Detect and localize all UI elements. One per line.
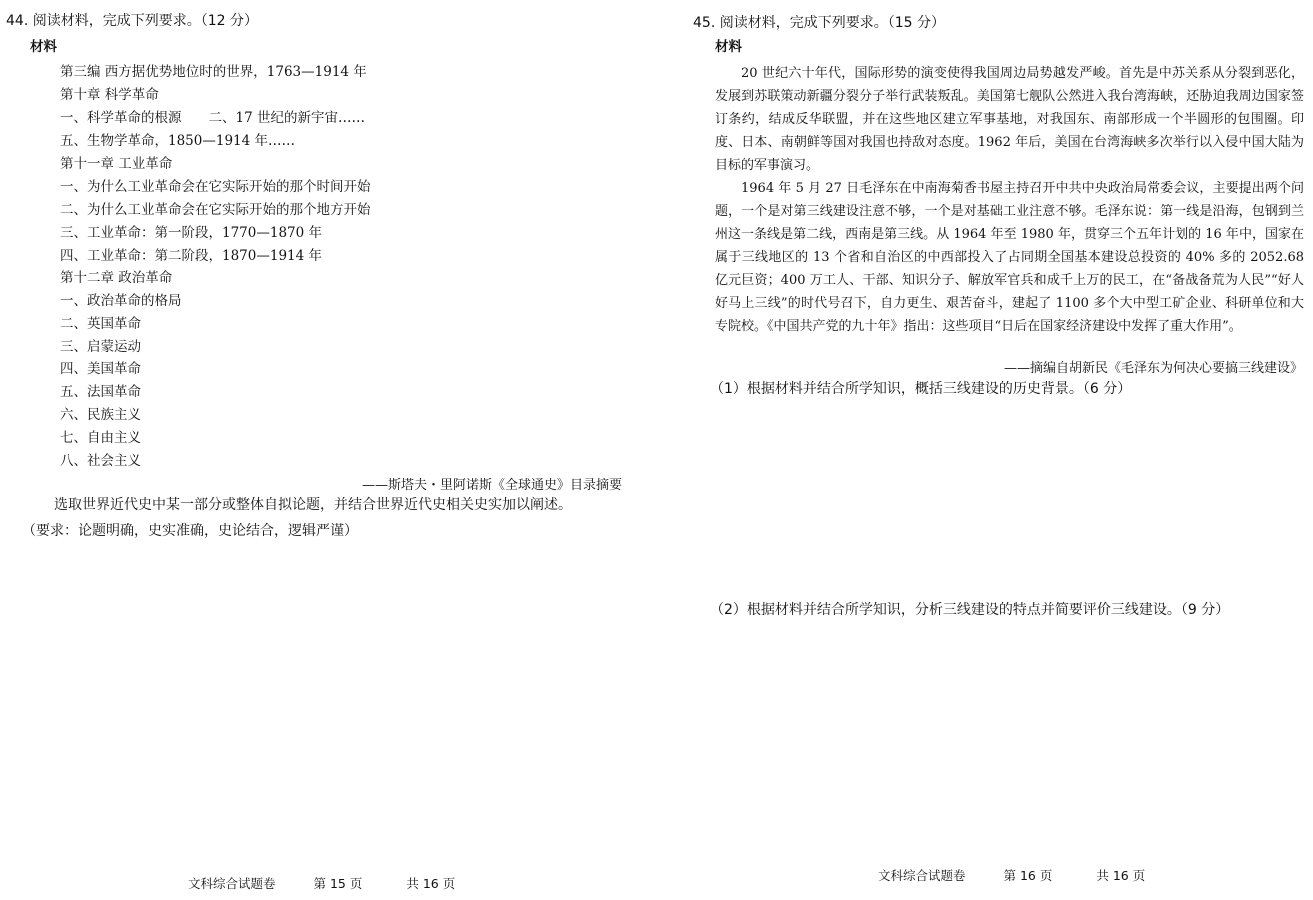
page-footer [878, 866, 1145, 884]
outline-item: 五、生物学革命，1850—1914 年…… [60, 133, 296, 149]
question-45-title: 45. 阅读材料，完成下列要求。（15 分） [693, 15, 945, 31]
footer-page-number: 第 15 页 [313, 876, 363, 891]
footer-exam-name: 文科综合试题卷 [188, 876, 276, 891]
question-44-title: 44. 阅读材料，完成下列要求。（12 分） [6, 13, 258, 29]
outline-item: 第十章 科学革命 [60, 87, 159, 103]
outline-item: 一、为什么工业革命会在它实际开始的那个时间开始 [60, 179, 371, 195]
footer-total-pages: 共 16 页 [1096, 868, 1146, 883]
outline-item: 二、为什么工业革命会在它实际开始的那个地方开始 [60, 202, 371, 218]
footer-page-number: 第 16 页 [1003, 868, 1053, 883]
outline-item: 二、英国革命 [60, 316, 141, 332]
material-label: 材料 [715, 39, 742, 55]
outline-item: 第十一章 工业革命 [60, 156, 173, 172]
outline-item: 三、工业革命：第一阶段，1770—1870 年 [60, 225, 323, 241]
outline-item: 一、政治革命的格局 [60, 293, 182, 309]
outline-item: 第十二章 政治革命 [60, 270, 173, 286]
outline-item: 六、民族主义 [60, 407, 141, 423]
material-source: ——摘编自胡新民《毛泽东为何决心要搞三线建设》 [1003, 361, 1303, 376]
material-label: 材料 [30, 39, 57, 55]
left-page [0, 0, 650, 900]
outline-item: 第三编 西方据优势地位时的世界，1763—1914 年 [60, 64, 367, 80]
essay-task: 选取世界近代史中某一部分或整体自拟论题，并结合世界近代史相关史实加以阐述。 [54, 497, 572, 513]
outline-item: 四、美国革命 [60, 361, 141, 377]
material-paragraph: 20 世纪六十年代，国际形势的演变使得我国周边局势越发严峻。首先是中苏关系从分裂到恶化，发展到苏联策动新疆分裂分子举行武装叛乱。美国第七舰队公然进入我台湾海峡，还胁迫我周边国家签订条约，结成反华联盟，并在这些地区建立军事基地，对我国东、南部形成一个半圆形的包围圈。印度、日本、南朝鲜等国对我国也持敌对态度。1962 年后，美国在台湾海峡多次举行以入侵中国大陆为目标的军事演习。 [715, 66, 1304, 173]
sub-question-1: （1）根据材料并结合所学知识，概括三线建设的历史背景。（6 分） [710, 381, 1132, 397]
outline-item: 四、工业革命：第二阶段，1870—1914 年 [60, 248, 323, 264]
outline-item: 一、科学革命的根源 二、17 世纪的新宇宙…… [60, 110, 365, 126]
right-page [690, 0, 1313, 900]
outline-item: 七、自由主义 [60, 430, 141, 446]
material-text [715, 62, 1304, 338]
sub-question-2: （2）根据材料并结合所学知识，分析三线建设的特点并简要评价三线建设。（9 分） [710, 602, 1230, 618]
outline-item: 八、社会主义 [60, 453, 141, 469]
page-footer [188, 874, 455, 892]
essay-requirement: （要求：论题明确，史实准确，史论结合，逻辑严谨） [22, 523, 358, 539]
footer-exam-name: 文科综合试题卷 [878, 868, 966, 883]
footer-total-pages: 共 16 页 [406, 876, 456, 891]
outline-item: 三、启蒙运动 [60, 339, 141, 355]
material-paragraph: 1964 年 5 月 27 日毛泽东在中南海菊香书屋主持召开中共中央政治局常委会议，主要提出两个问题，一个是对第三线建设注意不够，一个是对基础工业注意不够。毛泽东说：第一线是沿海，包钢到兰州这一条线是第二线，西南是第三线。从 1964 年至 1980 年，贯穿三个五年计划的 16 年中，国家在属于三线地区的 13 个省和自治区的中西部投入了占同期全国基本建设总投资的 40% 多的 2052.68 亿元巨资；400 万工人、干部、知识分子、解放军官兵和成千上万的民工，在“备战备荒为人民”“好人好马上三线”的时代号召下，自力更生、艰苦奋斗，建起了 1100 多个大中型工矿企业、科研单位和大专院校。《中国共产党的九十年》指出：这些项目“日后在国家经济建设中发挥了重大作用”。 [715, 181, 1304, 334]
outline-item: 五、法国革命 [60, 384, 141, 400]
material-source: ——斯塔夫・里阿诺斯《全球通史》目录摘要 [361, 478, 622, 493]
